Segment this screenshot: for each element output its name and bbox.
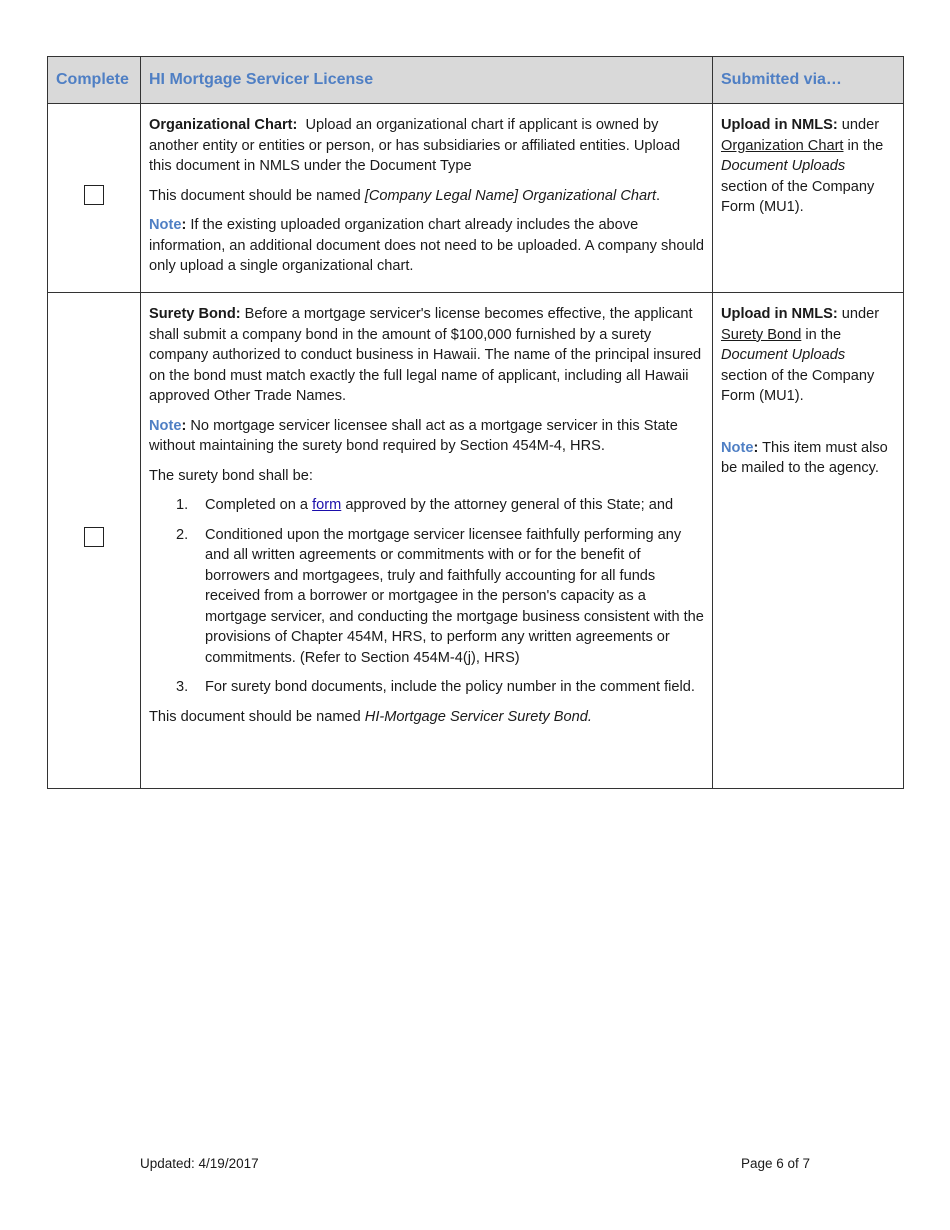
surety-bond-note: Note: No mortgage servicer licensee shall act as a mortgage servicer in this State without maintaining the surety bond required by Section 454M-4, HRS. (149, 417, 678, 454)
org-chart-note: Note: If the existing uploaded organization chart already includes the above information, an additional document does not need to be uploaded. A company should only upload a single organizational chart. (149, 217, 704, 274)
table-row (48, 104, 904, 293)
org-chart-title: Organizational Chart: (149, 117, 298, 133)
surety-bond-intro: Surety Bond: Before a mortgage servicer's license becomes effective, the applicant shall submit a company bond in the amount of $100,000 furnished by a surety company authorized to conduct business in Hawaii. The name of the principal insured on the bond must match exactly the full legal name of applicant, including all Hawaii approved Other Trade Names. (149, 306, 702, 404)
org-chart-naming: This document should be named [Company Legal Name] Organizational Chart. (149, 187, 661, 204)
surety-bond-submitted-via: Upload in NMLS: under Surety Bond in the Document Uploads section of the Company Form (MU1). Note: This item must also be mailed to the agency. (713, 293, 904, 789)
surety-bond-requirements-list (149, 495, 704, 698)
list-item: 2. Conditioned upon the mortgage servicer licensee faithfully performing any and all written agreements or commitments with or for the benefit of borrowers and mortgagees, truly and faithfully accounting for all funds received from a borrower or mortgagee in the person's capacity as a mortgage servicer, and conducting the mortgage business consistent with the provisions of Chapter 454M, HRS, to perform any written agreements or commitments. (Refer to Section 454M-4(j), HRS) (176, 526, 704, 666)
footer-updated-date: Updated: 4/19/2017 (140, 1156, 259, 1171)
note-label: Note (721, 439, 754, 456)
surety-bond-title: Surety Bond: (149, 306, 241, 322)
form-link[interactable]: form (312, 497, 342, 513)
table-row (48, 293, 904, 789)
surety-bond-description (141, 293, 713, 789)
note-label: Note (149, 417, 182, 434)
org-chart-submitted-via: Upload in NMLS: under Organization Chart in the Document Uploads section of the Company Form (MU1). (713, 104, 904, 293)
table-header-row (48, 57, 904, 104)
org-chart-description (141, 104, 713, 293)
surety-bond-naming: This document should be named HI-Mortgage Servicer Surety Bond. (149, 708, 592, 725)
surety-bond-checkbox[interactable] (84, 527, 104, 547)
org-chart-intro: Organizational Chart: Upload an organizational chart if applicant is owned by another entity or entities or person, or has subsidiaries or affiliated entities. Upload this document in NMLS under the Document Type (149, 117, 681, 174)
surety-bond-doc-type: Surety Bond (721, 326, 802, 343)
list-item: 1. Completed on a form approved by the attorney general of this State; and (176, 497, 674, 513)
surety-bond-mail-note: Note: This item must also be mailed to the agency. (721, 439, 888, 476)
complete-cell (48, 293, 141, 789)
note-label: Note (149, 217, 182, 233)
list-item: 3. For surety bond documents, include the policy number in the comment field. (176, 679, 695, 695)
header-license: HI Mortgage Servicer License (141, 57, 713, 104)
complete-cell (48, 104, 141, 293)
requirements-table (47, 56, 904, 789)
organization-chart-doc-type: Organization Chart (721, 137, 844, 154)
header-complete: Complete (48, 57, 141, 104)
org-chart-checkbox[interactable] (84, 185, 104, 205)
footer-page-number: Page 6 of 7 (741, 1156, 811, 1171)
surety-bond-shall-be: The surety bond shall be: (149, 467, 313, 484)
header-submitted-via: Submitted via… (713, 57, 904, 104)
